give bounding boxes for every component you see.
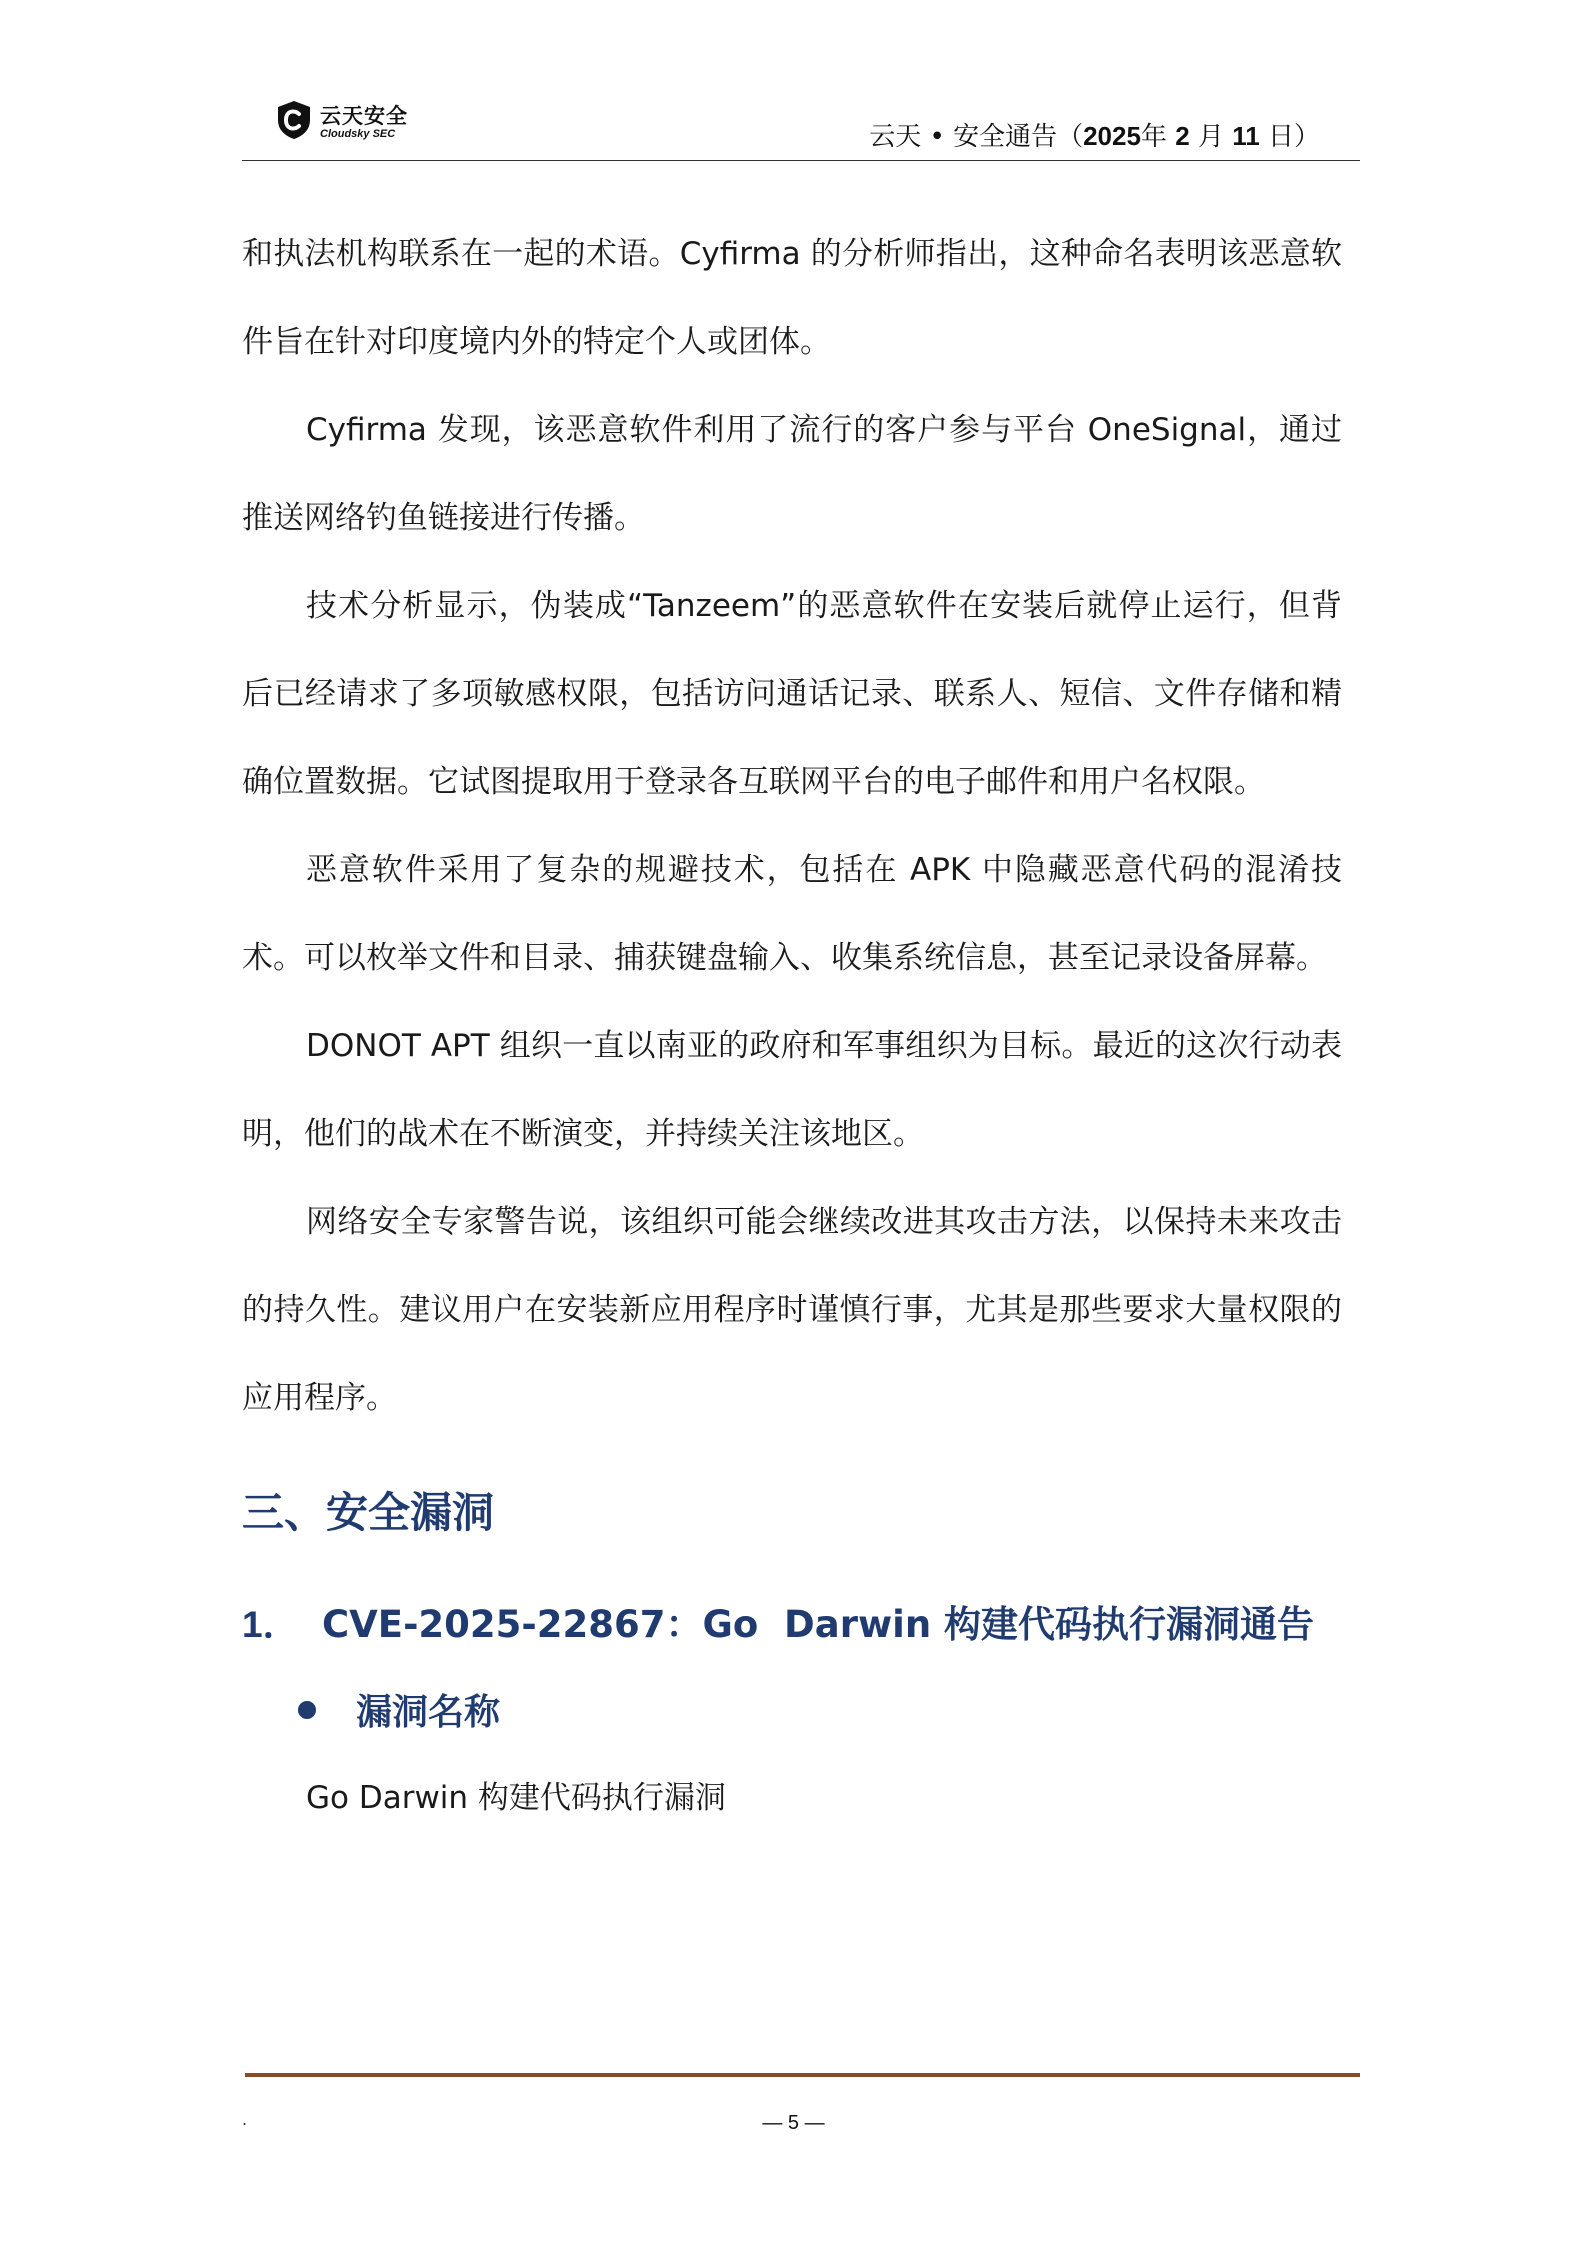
bullet-heading-text: 漏洞名称 bbox=[356, 1692, 501, 1733]
footer-mark: . bbox=[242, 2110, 248, 2129]
shield-logo-icon bbox=[276, 100, 312, 140]
bullet-heading bbox=[298, 1684, 500, 1735]
page-header bbox=[242, 98, 1360, 160]
company-logo bbox=[276, 98, 476, 148]
vulnerability-number: 1． bbox=[242, 1604, 300, 1645]
paragraph: 网络安全专家警告说，该组织可能会继续改进其攻击方法，以保持未来攻击的持久性。建议用户在安装新应用程序时谨慎行事，尤其是那些要求大量权限的应用程序。 bbox=[242, 1204, 1342, 1416]
paragraph: DONOT APT 组织一直以南亚的政府和军事组织为目标。最近的这次行动表明，他们的战术在不断演变，并持续关注该地区。 bbox=[242, 1028, 1342, 1152]
bulletin-month-suffix: 月 bbox=[1197, 122, 1224, 152]
bulletin-day-suffix: 日） bbox=[1267, 122, 1320, 152]
header-divider bbox=[242, 160, 1360, 161]
bulletin-month: 2 bbox=[1175, 121, 1190, 151]
paragraph: 恶意软件采用了复杂的规避技术，包括在 APK 中隐藏恶意代码的混淆技术。可以枚举文件和目录、捕获键盘输入、收集系统信息，甚至记录设备屏幕。 bbox=[242, 852, 1342, 976]
bulletin-day: 11 bbox=[1232, 121, 1260, 151]
footer-divider bbox=[245, 2073, 1360, 2077]
bullet-dot-icon bbox=[298, 1701, 316, 1719]
paragraph: 和执法机构联系在一起的术语。Cyfirma 的分析师指出，这种命名表明该恶意软件旨在针对印度境内外的特定个人或团体。 bbox=[242, 236, 1342, 360]
bulletin-title-prefix: 云天 • 安全通告（ bbox=[869, 122, 1084, 152]
article-body bbox=[242, 210, 1342, 1442]
bulletin-year-suffix: 年 bbox=[1140, 122, 1167, 152]
paragraph: Cyfirma 发现，该恶意软件利用了流行的客户参与平台 OneSignal，通过推送网络钓鱼链接进行传播。 bbox=[242, 412, 1342, 536]
vulnerability-heading bbox=[242, 1594, 1314, 1648]
vulnerability-title: CVE-2025-22867：Go Darwin 构建代码执行漏洞通告 bbox=[322, 1603, 1315, 1646]
section-heading: 三、安全漏洞 bbox=[242, 1488, 495, 1537]
paragraph: 技术分析显示，伪装成“Tanzeem”的恶意软件在安装后就停止运行，但背后已经请求了多项敏感权限，包括访问通话记录、联系人、短信、文件存储和精确位置数据。它试图提取用于登录各互联网平台的电子邮件和用户名权限。 bbox=[242, 588, 1342, 800]
vulnerability-name: Go Darwin 构建代码执行漏洞 bbox=[306, 1780, 726, 1816]
bulletin-title bbox=[869, 116, 1320, 153]
bulletin-year: 2025 bbox=[1083, 121, 1141, 151]
logo-english-text: Cloudsky SEC bbox=[320, 128, 396, 140]
logo-chinese-text: 云天安全 bbox=[320, 104, 408, 128]
page-number: — 5 — bbox=[762, 2112, 825, 2134]
